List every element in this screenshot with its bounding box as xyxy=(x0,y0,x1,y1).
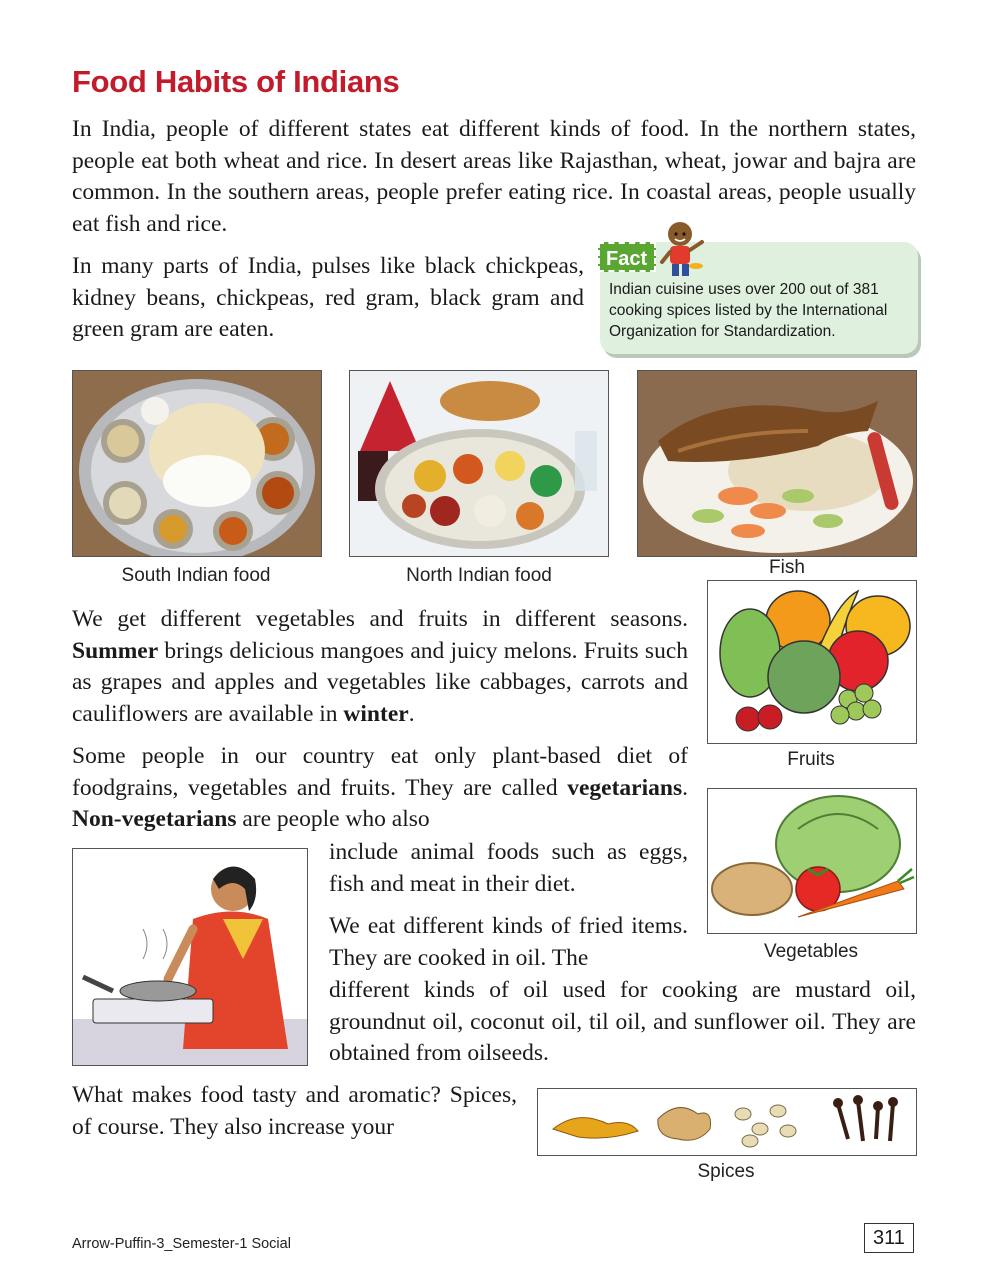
spices-image xyxy=(537,1088,917,1156)
vegetarians-term: vegetarians xyxy=(567,774,683,801)
paragraph-diet-continued: include animal foods such as eggs, fish and meat in their diet. xyxy=(329,839,688,897)
non-vegetarians-term: Non-vegetarians xyxy=(72,806,237,832)
paragraph-seasons xyxy=(72,604,688,730)
seasons-text-3: . xyxy=(408,700,415,727)
paragraph-diet xyxy=(72,741,688,836)
fruits-caption: Fruits xyxy=(787,749,835,770)
fish-caption: Fish xyxy=(769,557,805,578)
fruits-image xyxy=(707,580,917,744)
diet-text-1: Some people in our country eat only plant-based diet of foodgrains, vegetables and fruits. They are called xyxy=(72,743,688,801)
paragraph-pulses: In many parts of India, pulses like black chickpeas, kidney beans, chickpeas, red gram, black gram and green gram are eaten. xyxy=(72,253,584,342)
south-indian-food-caption: South Indian food xyxy=(121,565,271,586)
winter-term: winter xyxy=(343,700,409,727)
diet-text-3: are people who also xyxy=(236,806,430,832)
page-number: 311 xyxy=(864,1223,914,1253)
paragraph-regional-food: In India, people of different states eat different kinds of food. In the northern states, people eat both wheat and rice. In desert areas like Rajasthan, wheat, jowar and bajra are common. In the southern areas, people prefer eating rice. In coastal areas, people usually eat fish and rice. xyxy=(72,116,916,237)
fact-label: Fact xyxy=(598,242,656,272)
kid-mascot-icon xyxy=(656,218,708,280)
vegetables-image xyxy=(707,788,917,934)
spices-caption: Spices xyxy=(697,1161,755,1182)
north-indian-food-caption: North Indian food xyxy=(406,565,552,586)
paragraph-spices: What makes food tasty and aromatic? Spices, of course. They also increase your xyxy=(72,1082,517,1140)
paragraph-oil-intro: We eat different kinds of fried items. They are cooked in oil. The xyxy=(329,913,688,971)
north-indian-food-image xyxy=(349,370,609,557)
page-title: Food Habits of Indians xyxy=(72,64,400,99)
woman-cooking-image xyxy=(72,848,308,1066)
south-indian-food-image xyxy=(72,370,322,557)
seasons-text-1: We get different vegetables and fruits in different seasons. xyxy=(72,606,688,632)
fish-image xyxy=(637,370,917,557)
vegetables-caption: Vegetables xyxy=(763,941,859,962)
diet-text-2: . xyxy=(682,774,688,801)
paragraph-oil-types: different kinds of oil used for cooking are mustard oil, groundnut oil, coconut oil, til oil, and sunflower oil. They are obtained from oilseeds. xyxy=(329,977,916,1066)
summer-term: Summer xyxy=(72,637,159,664)
fact-text: Indian cuisine uses over 200 out of 381 cooking spices listed by the International Organization for Standardization. xyxy=(609,281,888,340)
seasons-text-2: brings delicious mangoes and juicy melons. Fruits such as grapes and apples and vegetables like cabbages, carrots and cauliflowers are available in xyxy=(72,637,688,727)
footer-book-title: Arrow-Puffin-3_Semester-1 Social xyxy=(72,1236,291,1252)
